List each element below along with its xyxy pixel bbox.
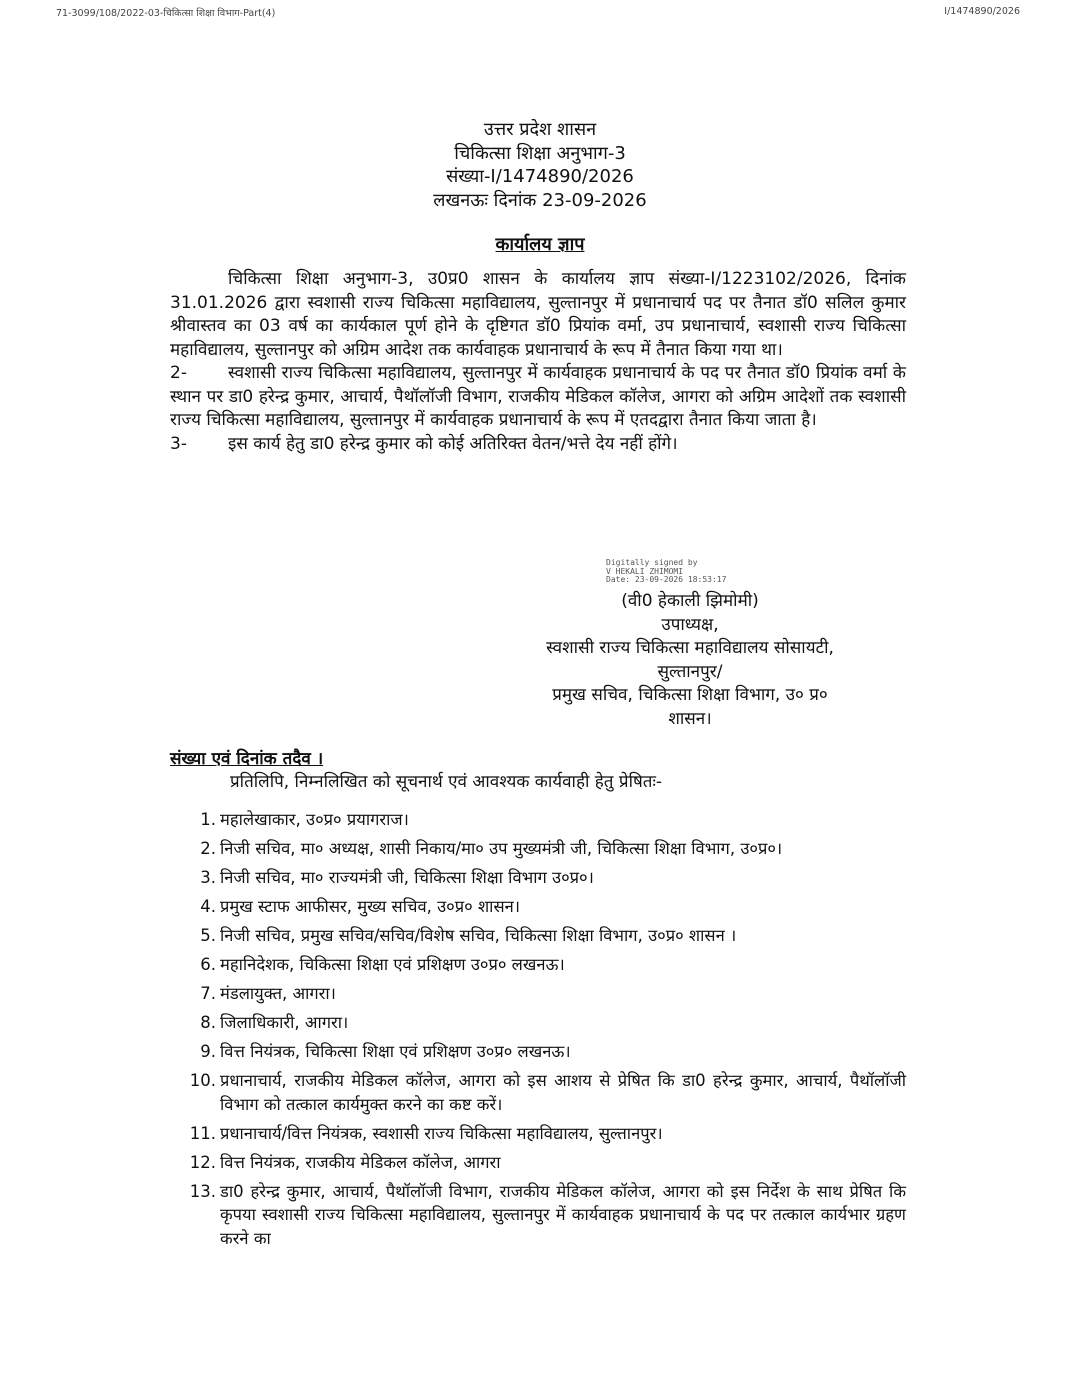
signatory-name: (वी0 हेकाली झिमोमी): [621, 591, 759, 611]
list-item: [186, 1040, 906, 1064]
reference-heading-text: संख्या एवं दिनांक तदैव ।: [170, 749, 324, 769]
list-item-number: 6.: [200, 955, 216, 974]
signatory-location: सुल्तानपुर/: [657, 661, 723, 682]
list-item-number: 4.: [200, 897, 216, 916]
list-item-number: 1.: [200, 810, 216, 829]
list-item: [186, 1151, 906, 1175]
document-reference: I/1474890/2026: [944, 6, 1020, 17]
digital-signature-line: Digitally signed by: [606, 558, 698, 567]
letter-header: [0, 118, 1080, 212]
list-item: [186, 1122, 906, 1146]
list-item-text: प्रमुख स्टाफ आफीसर, मुख्य सचिव, उ०प्र० शासन।: [220, 897, 521, 916]
list-item-text: डा0 हरेन्द्र कुमार, आचार्य, पैथॉलॉजी विभाग, राजकीय मेडिकल कॉलेज, आगरा को इस निर्देश के साथ प्रेषित कि कृपया स्वशासी राज्य चिकित्सा महाविद्यालय, सुल्तानपुर में कार्यवाहक प्रधानाचार्य के पद पर तत्काल कार्यभार ग्रहण करने का: [220, 1181, 906, 1248]
list-item-number: 7.: [200, 984, 216, 1003]
signatory-block: [460, 590, 920, 731]
list-item-number: 12.: [189, 1152, 216, 1172]
paragraph-3: [170, 433, 906, 457]
paragraph-3-number: 3-: [170, 433, 187, 454]
list-item-number: 9.: [200, 1042, 216, 1061]
list-item: [186, 837, 906, 861]
list-item-text: निजी सचिव, मा० अध्यक्ष, शासी निकाय/मा० उप मुख्यमंत्री जी, चिकित्सा शिक्षा विभाग, उ०प्र०।: [220, 839, 783, 858]
file-reference-bar: [0, 6, 1080, 22]
list-item-number: 5.: [200, 926, 216, 945]
signatory-organisation: स्वशासी राज्य चिकित्सा महाविद्यालय सोसायटी,: [546, 638, 834, 658]
list-item-text: महानिदेशक, चिकित्सा शिक्षा एवं प्रशिक्षण उ०प्र० लखनऊ।: [220, 955, 565, 974]
list-item-number: 2.: [200, 839, 216, 858]
department-section: चिकित्सा शिक्षा अनुभाग-3: [454, 142, 626, 164]
signatory-designation: उपाध्यक्ष,: [661, 614, 719, 635]
digital-signature-stamp: [606, 559, 726, 585]
list-item-number: 13.: [189, 1181, 216, 1201]
paragraph-2-text: स्वशासी राज्य चिकित्सा महाविद्यालय, सुल्तानपुर में कार्यवाहक प्रधानाचार्य के पद पर तैनात डॉ0 प्रियांक वर्मा के स्थान पर डा0 हरेन्द्र कुमार, आचार्य, पैथॉलॉजी विभाग, राजकीय मेडिकल कॉलेज, आगरा को अग्रिम आदेशों तक स्वशासी राज्य चिकित्सा महाविद्यालय, सुल्तानपुर में कार्यवाहक प्रधानाचार्य के रूप में एतदद्वारा तैनात किया जाता है।: [170, 363, 906, 430]
list-item-number: 8.: [200, 1013, 216, 1032]
reference-heading: [170, 748, 323, 771]
letter-number: संख्या-I/1474890/2026: [446, 166, 634, 187]
list-item-text: मंडलायुक्त, आगरा।: [220, 984, 336, 1003]
list-item-text: निजी सचिव, प्रमुख सचिव/सचिव/विशेष सचिव, चिकित्सा शिक्षा विभाग, उ०प्र० शासन ।: [220, 926, 737, 945]
list-item: [186, 1069, 906, 1116]
letter-date: लखनऊः दिनांक 23-09-2026: [433, 189, 647, 211]
digital-signature-name: V HEKALI ZHIMOMI: [606, 566, 684, 576]
list-item-text: प्रधानाचार्य/वित्त नियंत्रक, स्वशासी राज्य चिकित्सा महाविद्यालय, सुल्तानपुर।: [220, 1123, 663, 1143]
copy-forwarding-line: प्रतिलिपि, निम्नलिखित को सूचनार्थ एवं आवश्यक कार्यवाही हेतु प्रेषितः-: [230, 772, 663, 792]
list-item-text: वित्त नियंत्रक, चिकित्सा शिक्षा एवं प्रशिक्षण उ०प्र० लखनऊ।: [220, 1042, 571, 1061]
list-item-number: 3.: [200, 868, 216, 887]
subject-text: कार्यालय ज्ञाप: [495, 234, 585, 255]
signatory-secondary-designation: प्रमुख सचिव, चिकित्सा शिक्षा विभाग, उ० प्र०: [552, 685, 828, 705]
list-item-text: महालेखाकार, उ०प्र० प्रयागराज।: [220, 810, 409, 829]
distribution-list: [186, 808, 906, 1256]
signatory-secondary-designation-cont: शासन।: [668, 708, 712, 729]
paragraph-3-text: इस कार्य हेतु डा0 हरेन्द्र कुमार को कोई अतिरिक्त वेतन/भत्ते देय नहीं होंगे।: [228, 433, 678, 454]
letter-body: [170, 268, 906, 456]
list-item: [186, 953, 906, 977]
list-item: [186, 1011, 906, 1035]
list-item: [186, 866, 906, 890]
list-item-text: वित्त नियंत्रक, राजकीय मेडिकल कॉलेज, आगरा: [220, 1152, 501, 1172]
list-item: [186, 982, 906, 1006]
subject-heading: [0, 232, 1080, 256]
list-item-text: प्रधानाचार्य, राजकीय मेडिकल कॉलेज, आगरा को इस आशय से प्रेषित कि डा0 हरेन्द्र कुमार, आचार्य, पैथॉलॉजी विभाग को तत्काल कार्यमुक्त करने का कष्ट करें।: [220, 1071, 906, 1114]
list-item-number: 10.: [189, 1071, 216, 1090]
paragraph-2: [170, 362, 906, 433]
file-reference: 71-3099/108/2022-03-चिकित्सा शिक्षा विभाग-Part(4): [56, 8, 276, 19]
list-item-text: निजी सचिव, मा० राज्यमंत्री जी, चिकित्सा शिक्षा विभाग उ०प्र०।: [220, 868, 594, 887]
government-name: उत्तर प्रदेश शासन: [483, 119, 597, 140]
list-item: [186, 808, 906, 832]
paragraph-1: चिकित्सा शिक्षा अनुभाग-3, उ0प्र0 शासन के कार्यालय ज्ञाप संख्या-I/1223102/2026, दिनांक 31.01.2026 द्वारा स्वशासी राज्य चिकित्सा महाविद्यालय, सुल्तानपुर में प्रधानाचार्य पद पर तैनात डॉ0 सलिल कुमार श्रीवास्तव का 03 वर्ष का कार्यकाल पूर्ण होने के दृष्टिगत डॉ0 प्रियांक वर्मा, उप प्रधानाचार्य, स्वशासी राज्य चिकित्सा महाविद्यालय, सुल्तानपुर को अग्रिम आदेश तक कार्यवाहक प्रधानाचार्य के रूप में तैनात किया गया था।: [170, 269, 906, 360]
list-item: [186, 895, 906, 919]
list-item-number: 11.: [189, 1123, 216, 1143]
list-item: [186, 1180, 906, 1251]
paragraph-2-number: 2-: [170, 363, 187, 383]
digital-signature-date: Date: 23-09-2026 18:53:17: [606, 575, 727, 584]
list-item: [186, 924, 906, 948]
list-item-text: जिलाधिकारी, आगरा।: [220, 1013, 349, 1032]
